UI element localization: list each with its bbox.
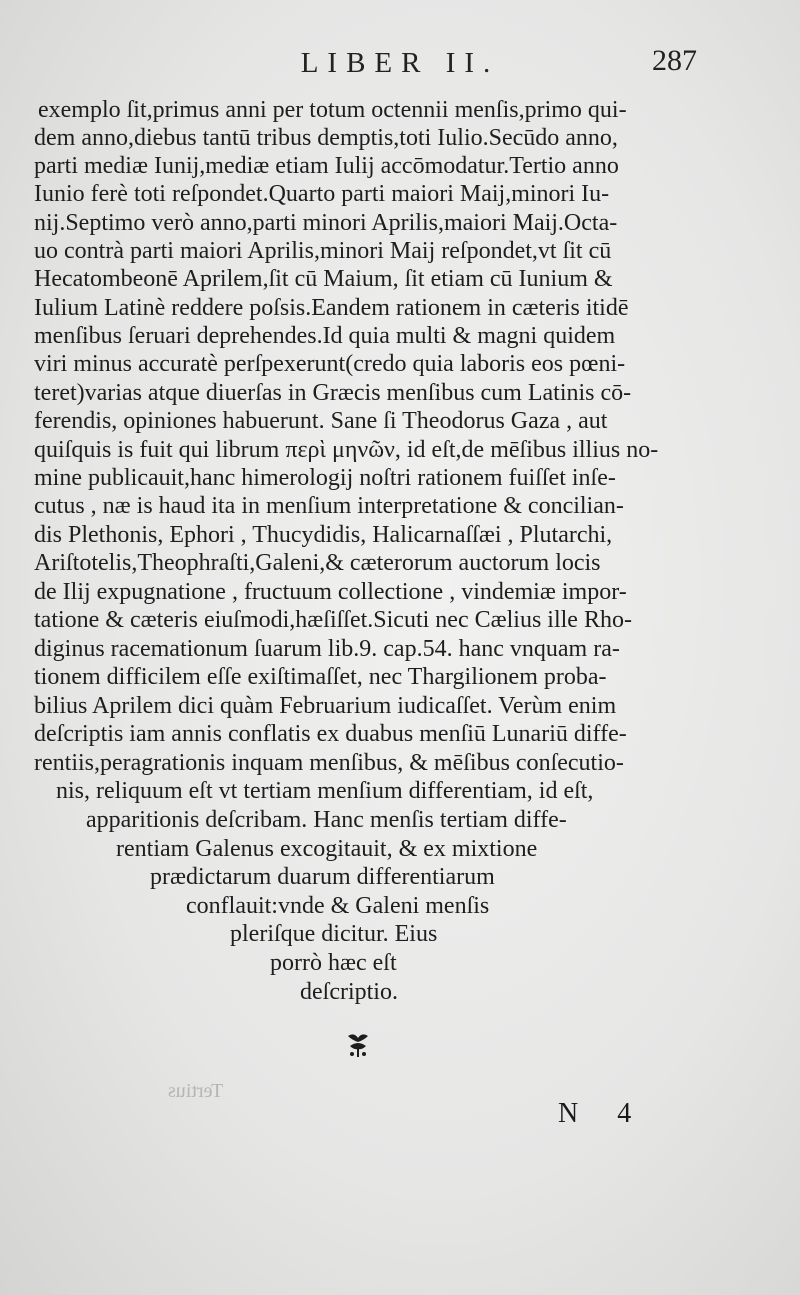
signature-mark: N 4 (558, 1098, 648, 1129)
text-line: pleriſque dicitur. Eius (230, 921, 438, 947)
text-line: Iulium Latinè reddere poſsis.Eandem rationem in cæteris itidē (34, 295, 629, 321)
text-line: apparitionis deſcribam. Hanc menſis tertiam diffe- (86, 807, 567, 833)
text-line: tionem difficilem eſſe exiſtimaſſet, nec Thargilionem proba- (34, 664, 607, 690)
text-line: Iunio ferè toti reſpondet.Quarto parti maiori Maij,minori Iu- (34, 181, 610, 207)
text-line: teret)varias atque diuerſas in Græcis menſibus cum Latinis cō- (34, 380, 632, 406)
text-line: dis Plethonis, Ephori , Thucydidis, Halicarnaſſæi , Plutarchi, (34, 522, 613, 548)
text-line: de Ilij expugnatione , fructuum collectione , vindemiæ impor- (34, 579, 627, 605)
text-line: porrò hæc eſt (270, 950, 397, 976)
text-line: Hecatombeonē Aprilem,ſit cū Maium, ſit etiam cū Iunium & (34, 266, 613, 292)
text-line: Ariſtotelis,Theophraſti,Galeni,& cæterorum auctorum locis (34, 550, 601, 576)
text-line: exemplo ſit,primus anni per totum octennii menſis,primo qui- (38, 97, 627, 123)
text-line: ferendis, opiniones habuerunt. Sane ſi Theodorus Gaza , aut (34, 408, 608, 434)
text-line: deſcriptis iam annis conflatis ex duabus menſiū Lunariū diffe- (34, 721, 627, 747)
text-line: dem anno,diebus tantū tribus demptis,toti Iulio.Secūdo anno, (34, 125, 618, 151)
text-line: conflauit:vnde & Galeni menſis (186, 893, 490, 919)
bleed-through-text: Tertius (168, 1080, 224, 1102)
running-head: LIBER II. (300, 47, 500, 79)
text-line: bilius Aprilem dici quàm Februarium iudicaſſet. Verùm enim (34, 693, 617, 719)
text-line: nij.Septimo verò anno,parti minori Aprilis,maiori Maij.Octa- (34, 210, 618, 236)
text-line: cutus , næ is haud ita in menſium interpretatione & concilian- (34, 493, 624, 519)
text-line: nis, reliquum eſt vt tertiam menſium differentiam, id eſt, (56, 778, 594, 804)
text-line: parti mediæ Iunij,mediæ etiam Iulij accōmodatur.Tertio anno (34, 153, 619, 179)
text-line: viri minus accuratè perſpexerunt(credo quia laboris eos pœni- (34, 351, 626, 377)
text-line: deſcriptio. (300, 979, 398, 1005)
text-line: rentiam Galenus excogitauit, & ex mixtione (116, 836, 538, 862)
page-number: 287 (652, 44, 697, 77)
text-line: uo contrà parti maiori Aprilis,minori Maij reſpondet,vt ſit cū (34, 238, 612, 264)
text-line: tatione & cæteris eiuſmodi,hæſiſſet.Sicuti nec Cælius ille Rho- (34, 607, 632, 633)
fleuron-ornament-icon (340, 1030, 376, 1060)
text-line: rentiis,peragrationis inquam menſibus, & mēſibus conſecutio- (34, 750, 624, 776)
text-line: prædictarum duarum differentiarum (150, 864, 495, 890)
text-line: menſibus ſeruari deprehendes.Id quia multi & magni quidem (34, 323, 616, 349)
text-line: mine publicauit,hanc himerologij noſtri rationem fuiſſet inſe- (34, 465, 616, 491)
text-line: diginus racemationum ſuarum lib.9. cap.54. hanc vnquam ra- (34, 636, 620, 662)
text-line: quiſquis is fuit qui librum περὶ μηνῶν, id eſt,de mēſibus illius no- (34, 437, 659, 463)
